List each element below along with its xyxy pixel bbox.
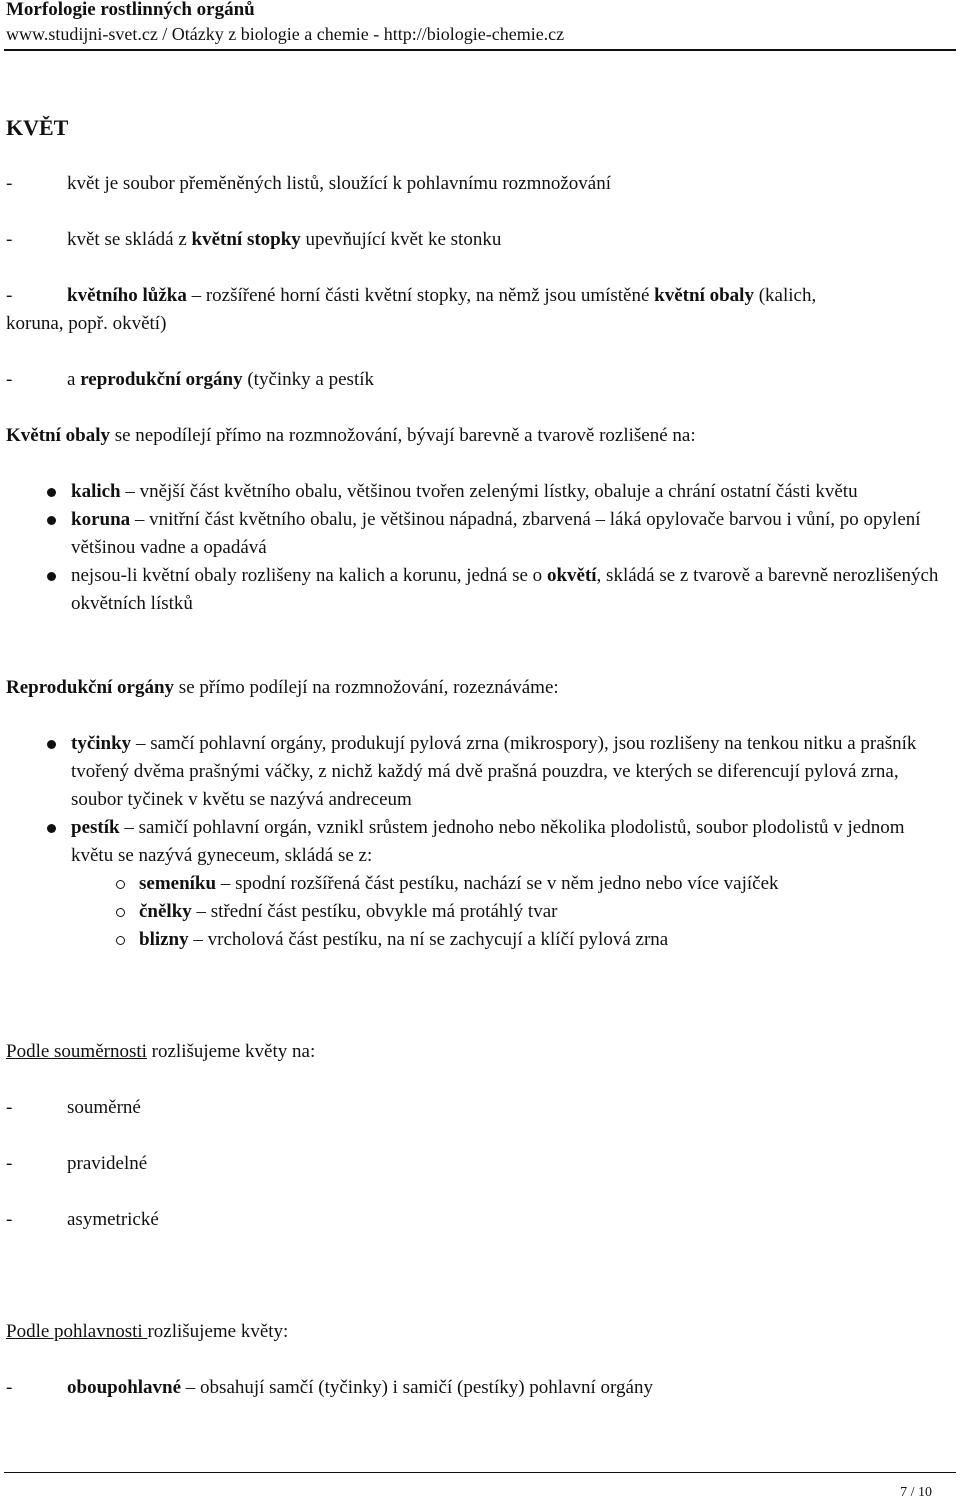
dash-item: - souměrné (6, 1097, 141, 1118)
footer-divider (4, 1472, 956, 1473)
sub-list-item: semeníku – spodní rozšířená část pestíku, nachází se v něm jedno nebo více vajíček (0, 870, 960, 898)
sub-list-item: čnělky – střední část pestíku, obvykle má protáhlý tvar (0, 898, 960, 926)
document-title: Morfologie rostlinných orgánů (6, 0, 255, 20)
paragraph-pohlavnost: Podle pohlavnosti rozlišujeme květy: (6, 1321, 289, 1342)
document-subtitle: www.studijni-svet.cz / Otázky z biologie a chemie - http://biologie-chemie.cz (6, 24, 565, 44)
dash-item-continuation: koruna, popř. okvětí) (6, 313, 167, 334)
obaly-list (0, 478, 960, 618)
page-number: 7 / 10 (900, 1485, 932, 1500)
dash-item: - květního lůžka – rozšířené horní části květní stopky, na němž jsou umístěné květní obaly (kalich, (6, 285, 817, 306)
dash-item: - pravidelné (6, 1153, 148, 1174)
dash-item: - a reprodukční orgány (tyčinky a pestík (6, 369, 374, 390)
paragraph-obaly: Květní obaly se nepodílejí přímo na rozmnožování, bývají barevně a tvarově rozlišené na: (6, 425, 696, 446)
header-divider (4, 49, 956, 51)
repro-list (0, 730, 960, 870)
list-item: tyčinky – samčí pohlavní orgány, produkují pylová zrna (mikrospory), jsou rozlišeny na tenkou nitku a prašník tvořený dvěma prašnými váčky, z nichž každý má dvě prašná pouzdra, ve kterých se diferencují pylová zrna, soubor tyčinek v květu se nazývá andreceum (0, 730, 960, 814)
dash-item: - květ se skládá z květní stopky upevňující květ ke stonku (6, 229, 502, 250)
section-heading: KVĚT (6, 115, 69, 140)
dash-item: - oboupohlavné – obsahují samčí (tyčinky) i samičí (pestíky) pohlavní orgány (6, 1377, 653, 1398)
list-item: nejsou-li květní obaly rozlišeny na kalich a korunu, jedná se o okvětí, skládá se z tvarově a barevně nerozlišených okvětních lístků (0, 562, 960, 618)
paragraph-symetrie: Podle souměrnosti rozlišujeme květy na: (6, 1041, 316, 1062)
dash-item: - asymetrické (6, 1209, 159, 1230)
list-item: koruna – vnitřní část květního obalu, je většinou nápadná, zbarvená – láká opylovače barvou i vůní, po opylení většinou vadne a opadává (0, 506, 960, 562)
sub-list-item: blizny – vrcholová část pestíku, na ní se zachycují a klíčí pylová zrna (0, 926, 960, 954)
list-item: pestík – samičí pohlavní orgán, vznikl srůstem jednoho nebo několika plodolistů, soubor plodolistů v jednom květu se nazývá gyneceum, skládá se z: (0, 814, 960, 870)
paragraph-repro: Reprodukční orgány se přímo podílejí na rozmnožování, rozeznáváme: (6, 677, 559, 698)
pestik-parts-list (0, 870, 960, 954)
dash-item: - květ je soubor přeměněných listů, sloužící k pohlavnímu rozmnožování (6, 173, 612, 194)
list-item: kalich – vnější část květního obalu, většinou tvořen zelenými lístky, obaluje a chrání ostatní části květu (0, 478, 960, 506)
